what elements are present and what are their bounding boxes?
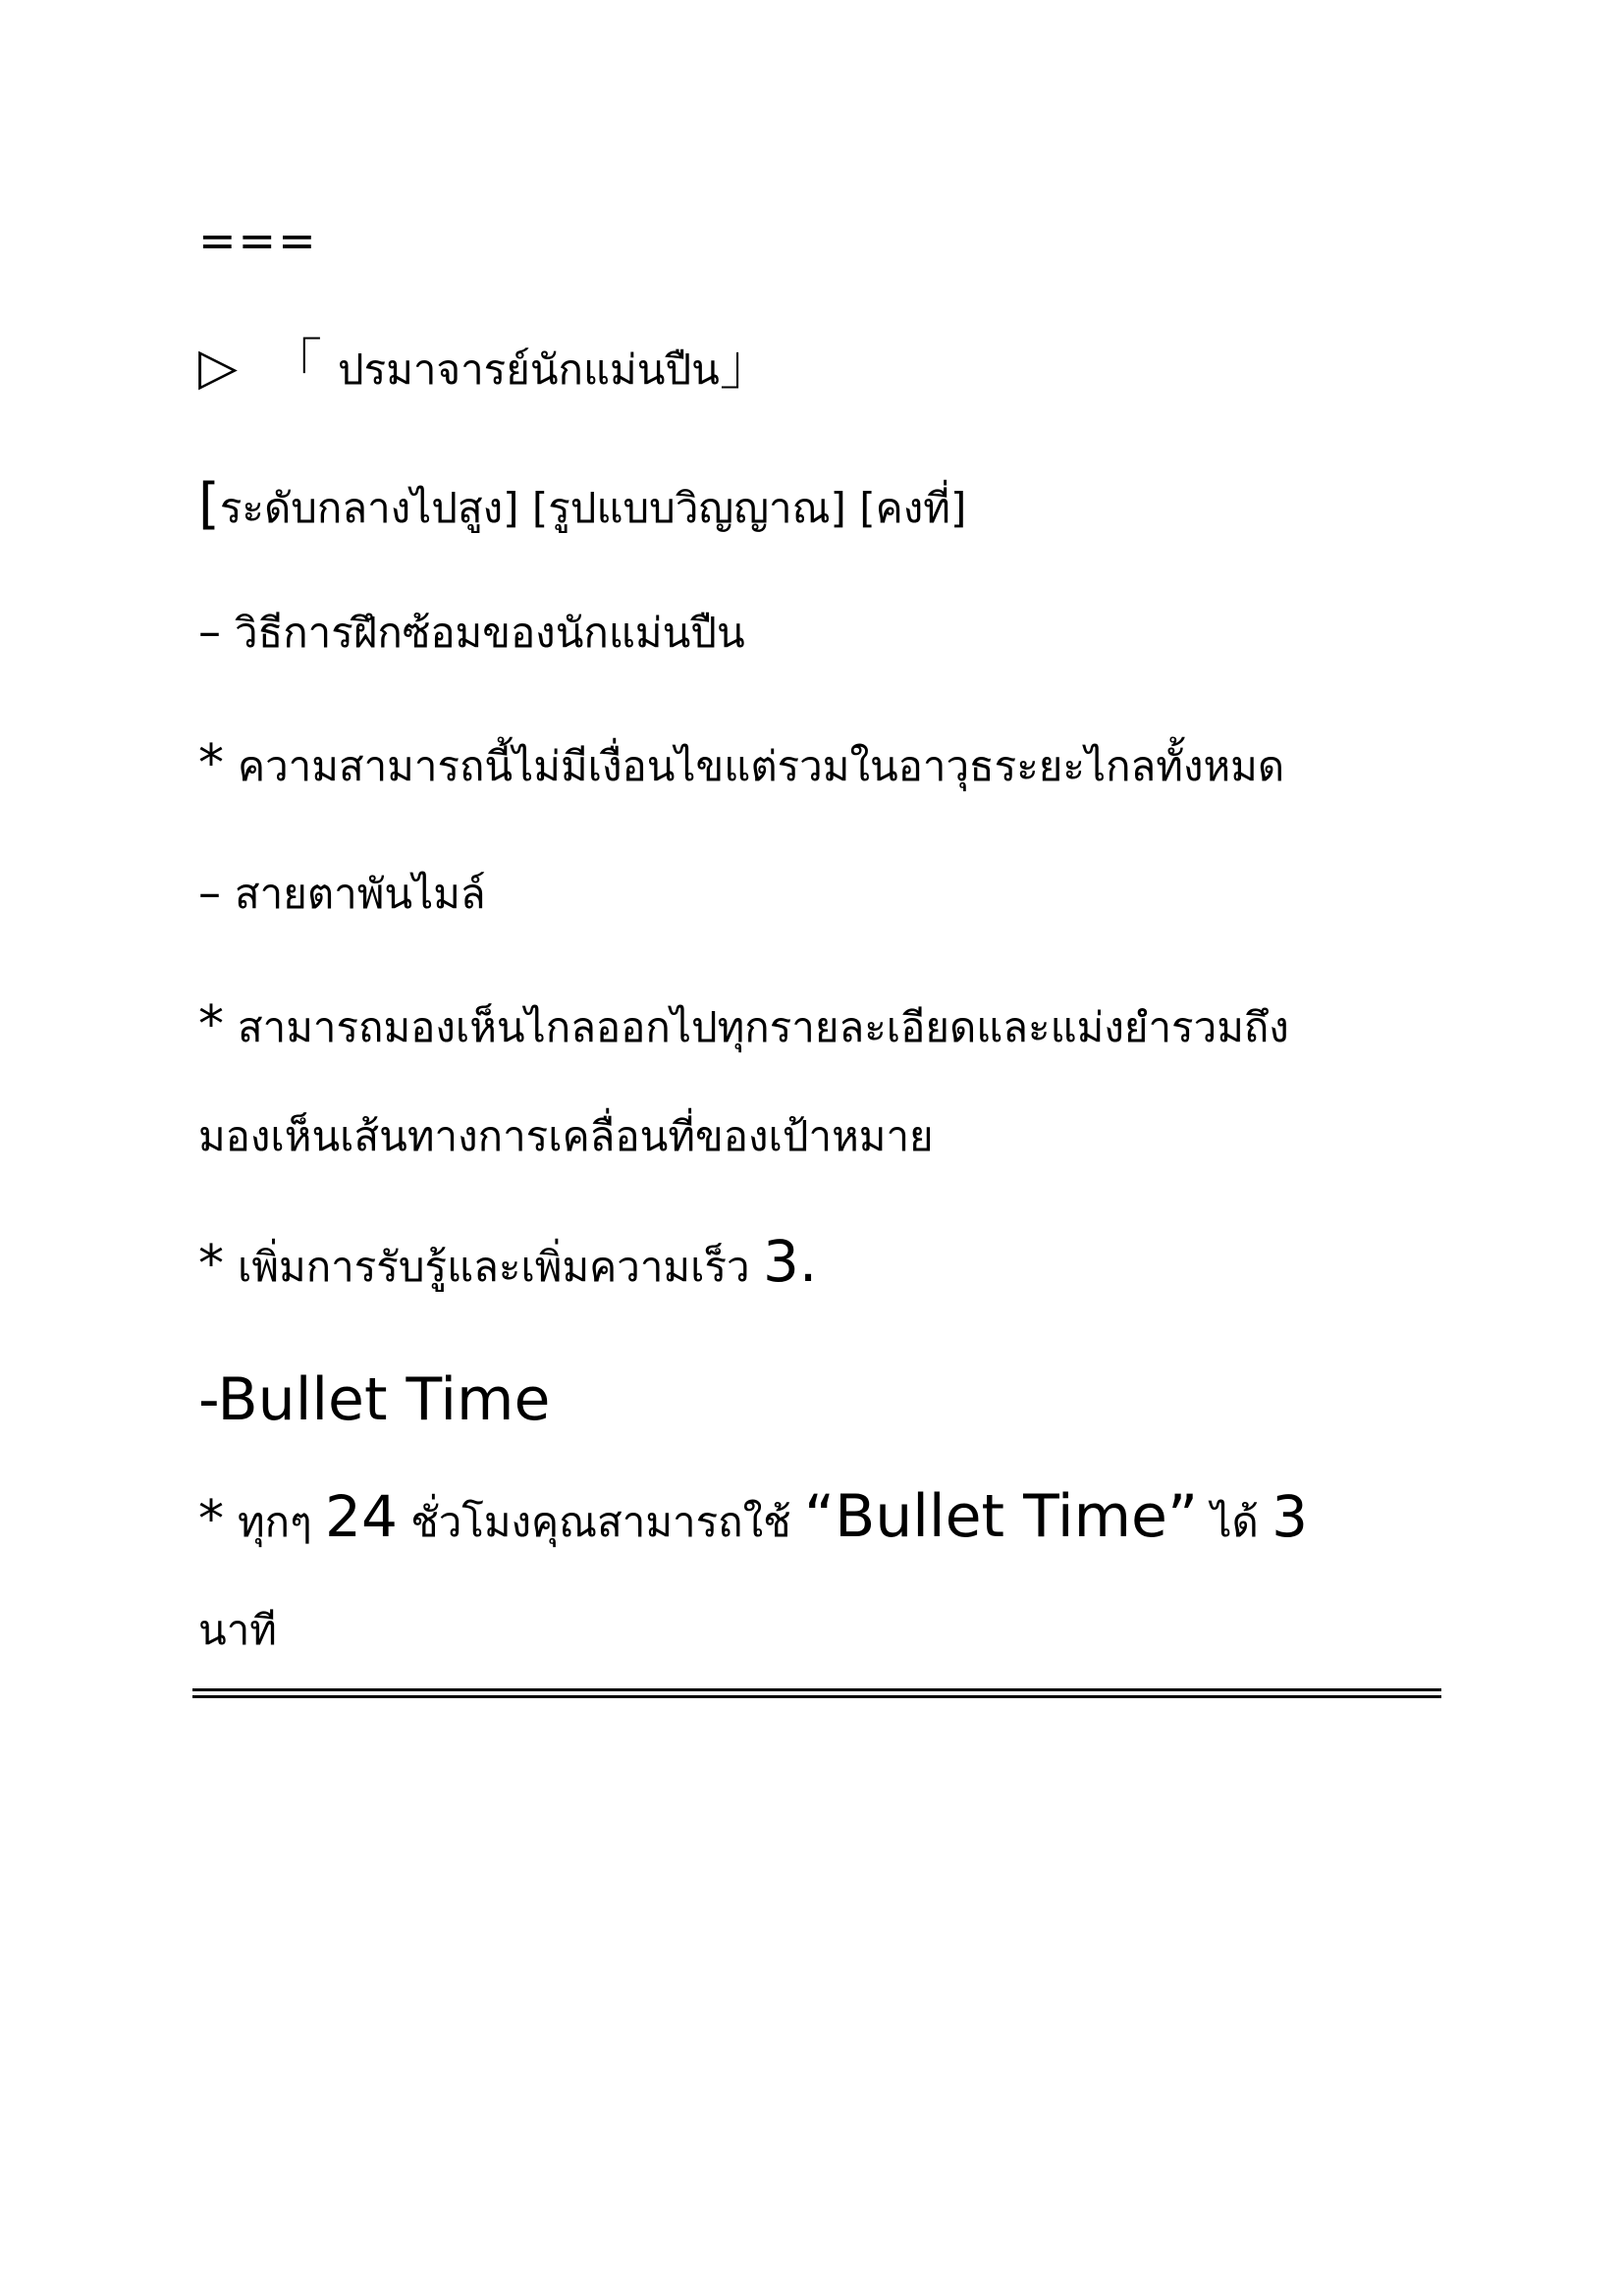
double-rule-bottom xyxy=(192,1695,1441,1698)
sub-skill-name: สายตาพันไมล์ xyxy=(235,870,486,918)
asterisk-marker: * xyxy=(198,1235,224,1294)
description-text-pre: ทุกๆ xyxy=(238,1498,312,1546)
description-text: ความสามารถนี้ไม่มีเงื่อนไขแต่รวมในอาวุธระยะไกลทั้งหมด xyxy=(238,742,1285,790)
dash-marker: – xyxy=(198,605,221,658)
description-line xyxy=(198,995,1289,1054)
speed-value: 3. xyxy=(762,1228,818,1295)
sub-skill-heading-bullet-time: -Bullet Time xyxy=(198,1365,551,1434)
description-line xyxy=(198,1228,818,1295)
hours-value: 24 xyxy=(325,1483,398,1550)
description-line xyxy=(198,734,1285,793)
description-text-mid: ชั่วโมงคุณสามารถใช้ xyxy=(410,1498,791,1546)
skill-tags xyxy=(198,472,967,536)
asterisk-marker: * xyxy=(198,995,224,1054)
description-text: สามารถมองเห็นไกลออกไปทุกรายละเอียดและแม่งยำรวมถึง xyxy=(238,1003,1289,1051)
skill-title-name: ปรมาจารย์นักแม่นปืน xyxy=(338,346,720,394)
asterisk-marker: * xyxy=(198,734,224,793)
description-text: เพิ่มการรับรู้และเพิ่มความเร็ว xyxy=(238,1243,750,1291)
dash-marker: – xyxy=(198,866,221,919)
section-separator: === xyxy=(198,214,318,267)
triangle-icon: ▷ xyxy=(198,338,238,397)
asterisk-marker: * xyxy=(198,1490,224,1549)
description-line xyxy=(198,1482,1309,1551)
title-close-bracket: 」 xyxy=(719,334,775,398)
sub-skill-name: วิธีการฝึกซ้อมของนักแม่นปืน xyxy=(235,609,745,657)
title-open-bracket: 「 xyxy=(267,334,322,398)
minutes-value: 3 xyxy=(1272,1483,1309,1550)
description-text-after: ได้ xyxy=(1211,1498,1259,1546)
sub-skill-heading xyxy=(198,866,486,919)
double-rule-top xyxy=(192,1688,1441,1691)
sub-skill-heading xyxy=(198,605,745,658)
description-continuation: มองเห็นเส้นทางการเคลื่อนที่ของเป้าหมาย xyxy=(198,1112,934,1160)
bullet-time-quote: “Bullet Time” xyxy=(803,1482,1199,1551)
skill-title xyxy=(198,334,775,398)
description-continuation: นาที xyxy=(198,1606,277,1654)
tags-text: ระดับกลางไปสูง] [รูปแบบวิญญาณ] [คงที่] xyxy=(219,484,967,532)
tags-open-bracket: [ xyxy=(198,472,220,536)
